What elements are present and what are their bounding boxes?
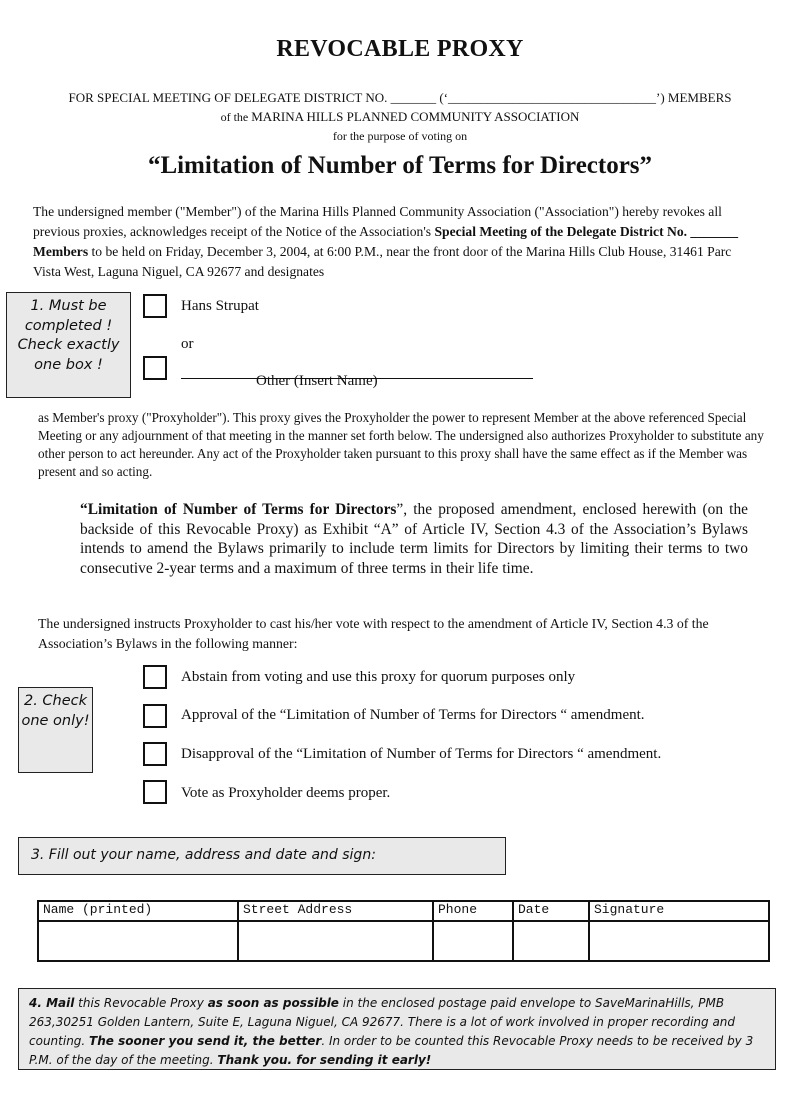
vote-disapproval-checkbox[interactable] (143, 742, 167, 766)
member-info-table (37, 900, 770, 962)
or-label: or (181, 336, 194, 352)
mail-thanks: Thank you. for sending it early! (217, 1053, 432, 1067)
vote-disapproval-label: Disapproval of the “Limitation of Number of Terms for Directors “ amendment. (181, 746, 662, 762)
mail-text-3: . In order to be counted this Revocable Proxy needs to be received by 3 P.M. of the day of the meeting. (29, 1034, 754, 1067)
header-signature: Signature (589, 901, 769, 921)
proxy-hans-strupat-checkbox[interactable] (143, 294, 167, 318)
step4-mailing-note (18, 988, 776, 1070)
association-name: MARINA HILLS PLANNED COMMUNITY ASSOCIATION (251, 109, 580, 124)
step2-note: 2. Check one only! (18, 687, 93, 773)
phone-input[interactable] (433, 921, 513, 961)
proxy-authorization-paragraph: as Member's proxy ("Proxyholder"). This proxy gives the Proxyholder the power to represent Member at the above referenced Special Meeting or any adjournment of that meeting in the manner set forth below. The undersigned also authorizes Proxyholder to substitute any other person to act hereunder. Any act of the Proxyholder taken pursuant to this proxy shall have the same effect as if the Member was present and so acting. (38, 410, 764, 479)
vote-abstain-label: Abstain from voting and use this proxy for quorum purposes only (181, 669, 576, 685)
association-line-prefix: of the (220, 110, 252, 124)
purpose-line: for the purpose of voting on (332, 129, 468, 143)
header-phone: Phone (433, 901, 513, 921)
intro-meeting-bold: Special Meeting of the Delegate District No. _______ Members (33, 224, 738, 259)
document-title: REVOCABLE PROXY (276, 36, 524, 62)
vote-proxyholder-discretion-label: Vote as Proxyholder deems proper. (181, 785, 391, 801)
street-address-input[interactable] (238, 921, 433, 961)
vote-abstain-checkbox[interactable] (143, 665, 167, 689)
vote-approval-label: Approval of the “Limitation of Number of Terms for Directors “ amendment. (181, 707, 645, 723)
other-name-caption: Other (Insert Name) (256, 373, 378, 389)
intro-text-rest: to be held on Friday, December 3, 2004, at 6:00 P.M., near the front door of the Marina Hills Club House, 31461 Parc Vista West, Laguna Niguel, CA 92677 and designates (33, 244, 732, 279)
voting-instruction: The undersigned instructs Proxyholder to cast his/her vote with respect to the amendment of Article IV, Section 4.3 of the Association’s Bylaws in the following manner: (38, 616, 709, 651)
header-street-address: Street Address (238, 901, 433, 921)
amendment-description (80, 500, 748, 578)
amendment-title-bold: “Limitation of Number of Terms for Directors (80, 501, 397, 518)
intro-paragraph (33, 202, 759, 282)
district-name-blank: ________________________________ (448, 90, 657, 105)
district-line-prefix: FOR SPECIAL MEETING OF DELEGATE DISTRICT NO. _______ (‘ (68, 90, 449, 105)
signature-input[interactable] (589, 921, 769, 961)
mail-text-1: this Revocable Proxy (74, 996, 208, 1010)
intro-text: The undersigned member ("Member") of the Marina Hills Planned Community Association ("Association") hereby revokes all previous proxies, acknowledges receipt of the Notice of the Association's (33, 204, 722, 239)
district-line (0, 90, 800, 106)
association-line (0, 109, 800, 125)
proxy-hans-strupat-label: Hans Strupat (181, 298, 259, 314)
step1-note: 1. Must be completed ! Check exactly one box ! (6, 292, 131, 398)
header-name-printed: Name (printed) (38, 901, 238, 921)
vote-approval-checkbox[interactable] (143, 704, 167, 728)
header-date: Date (513, 901, 589, 921)
proposal-headline: “Limitation of Number of Terms for Directors” (147, 152, 653, 179)
table-header-row (38, 901, 769, 921)
mail-label: 4. Mail (29, 996, 75, 1010)
name-printed-input[interactable] (38, 921, 238, 961)
date-input[interactable] (513, 921, 589, 961)
table-input-row (38, 921, 769, 961)
step3-note: 3. Fill out your name, address and date and sign: (18, 837, 506, 875)
mail-asap: as soon as possible (207, 996, 339, 1010)
mail-sooner: The sooner you send it, the better (89, 1034, 322, 1048)
mail-text-2: in the enclosed postage paid envelope to SaveMarinaHills, PMB 263,30251 Golden Lantern, Suite E, Laguna Niguel, CA 92677. There is a lot of work involved in proper recording and counting. (29, 996, 736, 1048)
district-line-suffix: ’) MEMBERS (656, 90, 732, 105)
vote-proxyholder-discretion-checkbox[interactable] (143, 780, 167, 804)
proxy-other-checkbox[interactable] (143, 356, 167, 380)
amendment-text: ”, the proposed amendment, enclosed herewith (on the backside of this Revocable Proxy) as Exhibit “A” of Article IV, Section 4.3 of the Association’s Bylaws intends to amend the Bylaws primarily to include term limits for Directors by limiting their terms to two consecutive 2-year terms and a maximum of three terms in their life time. (80, 501, 748, 577)
